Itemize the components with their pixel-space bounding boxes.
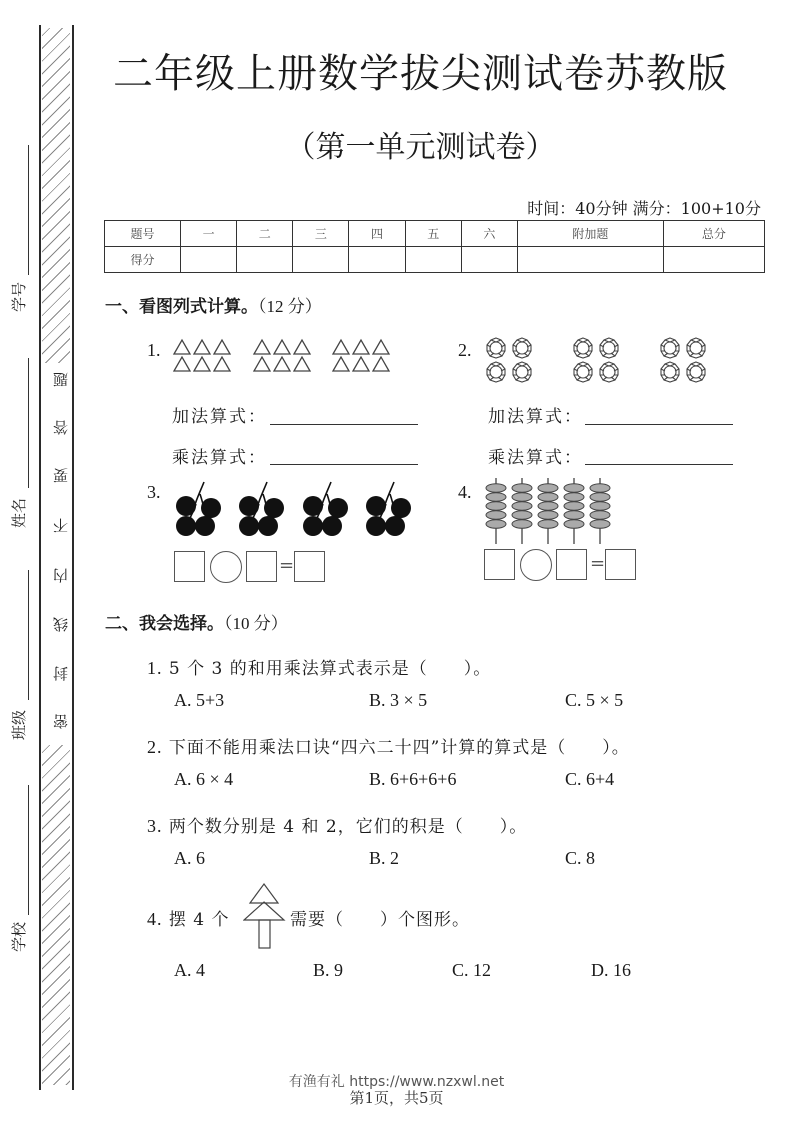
question-number: 1. bbox=[147, 340, 161, 360]
answer-box[interactable] bbox=[484, 549, 515, 580]
strip-char: 不 bbox=[52, 518, 70, 533]
strip-border-left bbox=[39, 25, 41, 1090]
operator-circle[interactable] bbox=[520, 549, 552, 581]
question-text: 两个数分别是 4 和 2，它们的积是（ ）。 bbox=[168, 817, 528, 837]
column-header: 四 bbox=[349, 221, 405, 247]
choice-question bbox=[147, 733, 630, 758]
column-header: 六 bbox=[461, 221, 517, 247]
answer-box[interactable] bbox=[294, 551, 325, 582]
column-header: 五 bbox=[405, 221, 461, 247]
column-header: 二 bbox=[237, 221, 293, 247]
section-title: 二、我会选择。 bbox=[105, 614, 224, 634]
column-header: 总分 bbox=[663, 221, 764, 247]
page-indicator: 第1页，共5页 bbox=[349, 1089, 444, 1107]
question-number: 4. bbox=[458, 482, 472, 502]
multiplication-label: 乘法算式： bbox=[488, 448, 583, 468]
score-cell[interactable] bbox=[461, 247, 517, 273]
option-b[interactable]: B. 9 bbox=[313, 960, 344, 980]
option-c[interactable]: C. 5 × 5 bbox=[565, 690, 624, 710]
option-d[interactable]: D. 16 bbox=[591, 960, 631, 980]
name-field[interactable] bbox=[28, 358, 29, 488]
question-number: 3. bbox=[147, 482, 161, 502]
school-label: 学校 bbox=[10, 921, 28, 952]
choice-question bbox=[147, 654, 491, 679]
column-header: 一 bbox=[181, 221, 237, 247]
option-b[interactable]: B. 2 bbox=[369, 848, 400, 868]
section-points: （10 分） bbox=[224, 614, 288, 633]
strip-char: 题 bbox=[52, 372, 70, 387]
score-table bbox=[104, 220, 765, 273]
answer-box[interactable] bbox=[246, 551, 277, 582]
exam-meta: 时间：40分钟 满分：100+10分 bbox=[527, 199, 761, 218]
score-cell[interactable] bbox=[663, 247, 764, 273]
row-header: 题号 bbox=[105, 221, 181, 247]
table-row bbox=[105, 247, 765, 273]
choice-question bbox=[147, 905, 230, 930]
column-header: 三 bbox=[293, 221, 349, 247]
strip-border-right bbox=[72, 25, 74, 1090]
question-text: 5 个 3 的和用乘法算式表示是（ ）。 bbox=[168, 659, 492, 679]
multiplication-answer-field[interactable] bbox=[270, 446, 418, 465]
question-number: 4. bbox=[147, 909, 163, 929]
option-c[interactable]: C. 12 bbox=[452, 960, 492, 980]
choice-question bbox=[147, 812, 527, 837]
watermark-link[interactable]: 有渔有礼 https://www.nzxwl.net bbox=[288, 1074, 505, 1090]
page-title: 二年级上册数学拔尖测试卷苏教版 bbox=[113, 51, 728, 97]
class-field[interactable] bbox=[28, 570, 29, 700]
section-title: 一、看图列式计算。 bbox=[105, 297, 258, 317]
question-number: 2. bbox=[147, 737, 163, 757]
school-field[interactable] bbox=[28, 785, 29, 915]
score-cell[interactable] bbox=[517, 247, 663, 273]
tree-shape-icon bbox=[243, 882, 287, 950]
option-b[interactable]: B. 6+6+6+6 bbox=[369, 769, 457, 789]
question-text-after: 需要（ ）个图形。 bbox=[290, 910, 470, 930]
grapes-icon bbox=[172, 480, 422, 542]
option-c[interactable]: C. 8 bbox=[565, 848, 596, 868]
strip-char: 要 bbox=[52, 468, 70, 483]
score-cell[interactable] bbox=[181, 247, 237, 273]
option-a[interactable]: A. 5+3 bbox=[174, 690, 225, 710]
strip-char: 答 bbox=[52, 420, 70, 435]
page-subtitle: （第一单元测试卷） bbox=[285, 130, 556, 165]
score-cell[interactable] bbox=[405, 247, 461, 273]
question-text-before: 摆 4 个 bbox=[168, 910, 230, 930]
equals-sign: = bbox=[590, 553, 606, 574]
bead-skewers-icon bbox=[482, 478, 612, 546]
question-number: 1. bbox=[147, 658, 163, 678]
hatch-bottom bbox=[42, 745, 70, 1085]
score-cell[interactable] bbox=[349, 247, 405, 273]
column-header: 附加题 bbox=[517, 221, 663, 247]
option-a[interactable]: A. 4 bbox=[174, 960, 205, 980]
class-label: 班级 bbox=[10, 709, 28, 740]
strip-char: 封 bbox=[52, 666, 70, 681]
addition-label: 加法算式： bbox=[488, 407, 583, 427]
strip-char: 密 bbox=[52, 714, 70, 729]
answer-box[interactable] bbox=[556, 549, 587, 580]
question-number: 2. bbox=[458, 340, 472, 360]
option-a[interactable]: A. 6 × 4 bbox=[174, 769, 234, 789]
table-row bbox=[105, 221, 765, 247]
question-number: 3. bbox=[147, 816, 163, 836]
addition-label: 加法算式： bbox=[172, 407, 267, 427]
option-a[interactable]: A. 6 bbox=[174, 848, 205, 868]
addition-answer-field[interactable] bbox=[270, 406, 418, 425]
multiplication-answer-field[interactable] bbox=[585, 446, 733, 465]
name-label: 姓名 bbox=[10, 497, 28, 528]
section-2-heading bbox=[105, 609, 288, 634]
answer-box[interactable] bbox=[174, 551, 205, 582]
answer-box[interactable] bbox=[605, 549, 636, 580]
score-cell[interactable] bbox=[237, 247, 293, 273]
section-1-heading bbox=[105, 292, 322, 317]
equals-sign: = bbox=[279, 555, 295, 576]
row-header: 得分 bbox=[105, 247, 181, 273]
strip-char: 线 bbox=[52, 617, 70, 632]
addition-answer-field[interactable] bbox=[585, 406, 733, 425]
operator-circle[interactable] bbox=[210, 551, 242, 583]
option-b[interactable]: B. 3 × 5 bbox=[369, 690, 428, 710]
student-id-label: 学号 bbox=[10, 281, 28, 312]
question-text: 下面不能用乘法口诀“四六二十四”计算的算式是（ ）。 bbox=[168, 738, 630, 758]
triangles-icon bbox=[172, 338, 402, 374]
section-points: （12 分） bbox=[258, 297, 322, 316]
multiplication-label: 乘法算式： bbox=[172, 448, 267, 468]
option-c[interactable]: C. 6+4 bbox=[565, 769, 615, 789]
flowers-icon bbox=[484, 336, 714, 386]
strip-char: 内 bbox=[52, 568, 70, 583]
score-cell[interactable] bbox=[293, 247, 349, 273]
